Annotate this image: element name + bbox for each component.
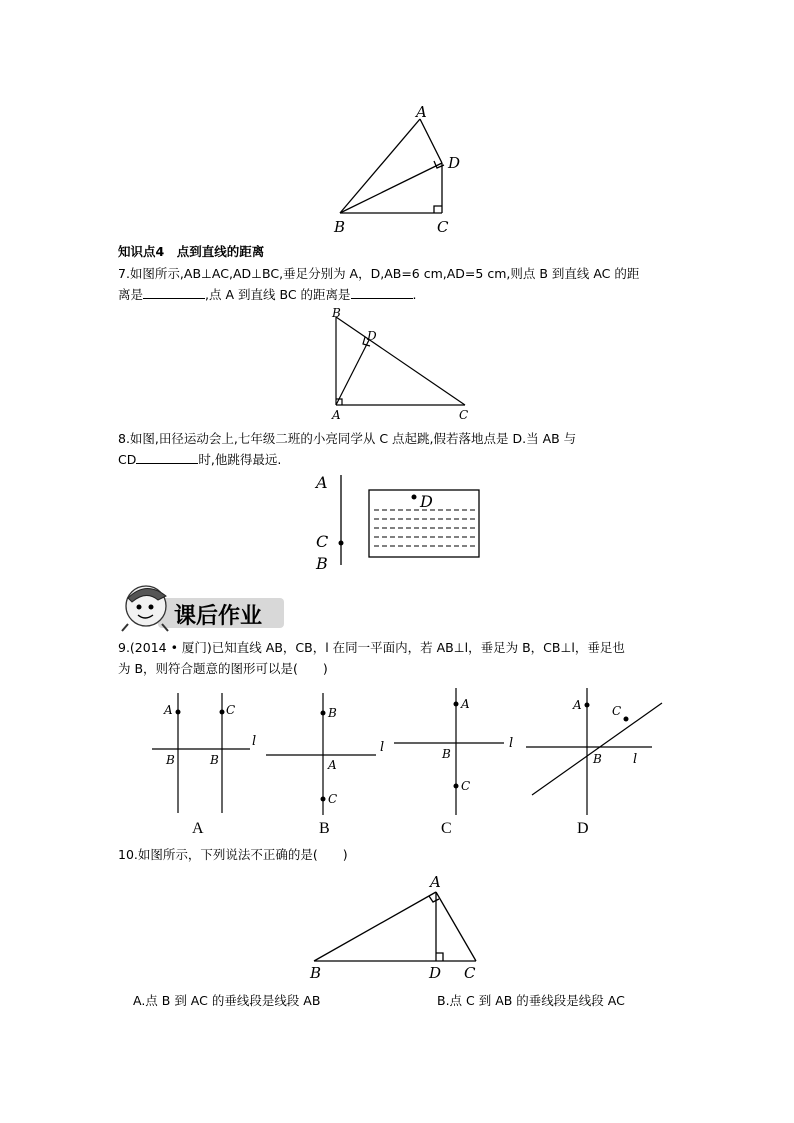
section-heading: 知识点4 点到直线的距离 bbox=[118, 244, 265, 259]
q10-choice-b[interactable]: B.点 C 到 AB 的垂线段是线段 AC bbox=[437, 993, 625, 1008]
q8-text-2b: 时,他跳得最远. bbox=[198, 452, 282, 467]
q8-line2 bbox=[118, 451, 281, 469]
q7-line2 bbox=[118, 286, 417, 304]
fig9b-label-c: C bbox=[328, 792, 338, 806]
homework-badge-text: 课后作业 bbox=[174, 604, 263, 629]
fig7-label-c: C bbox=[459, 408, 469, 422]
q7-text-2c: . bbox=[412, 287, 417, 302]
fig10-label-a: A bbox=[430, 873, 441, 891]
fig8-label-c: C bbox=[316, 532, 329, 551]
fig9c-label-l: l bbox=[509, 736, 514, 751]
fig9d-label-l: l bbox=[633, 752, 638, 767]
q9-line2: 为 B，则符合题意的图形可以是( ) bbox=[118, 661, 328, 676]
q9-option-d[interactable]: D bbox=[577, 820, 589, 837]
fig8-label-b: B bbox=[316, 554, 328, 573]
fig9a-label-c: C bbox=[226, 703, 236, 717]
fig7-label-d: D bbox=[367, 329, 377, 343]
fig9a-label-l: l bbox=[252, 734, 257, 749]
fig9d-label-b: B bbox=[593, 752, 602, 766]
fig9c-label-c: C bbox=[461, 779, 471, 793]
fig9c-label-b: B bbox=[442, 747, 451, 761]
q8-line1: 8.如图,田径运动会上,七年级二班的小亮同学从 C 点起跳,假若落地点是 D.当 AB 与 bbox=[118, 431, 577, 446]
fig9a-label-b2: B bbox=[210, 753, 219, 767]
figure-q10 bbox=[300, 868, 490, 983]
q7-text-1: 7.如图所示,AB⊥AC,AD⊥BC,垂足分别为 A，D,AB=6 cm,AD=5 cm,则点 B 到直线 AC 的距 bbox=[118, 266, 640, 281]
q7-blank-1[interactable] bbox=[143, 286, 205, 299]
fig9d-label-a: A bbox=[573, 698, 582, 712]
fig7-label-b: B bbox=[332, 306, 341, 320]
fig1-label-a: A bbox=[416, 103, 427, 121]
q9-line1: 9.(2014 • 厦门)已知直线 AB，CB，l 在同一平面内，若 AB⊥l，垂足为 B，CB⊥l，垂足也 bbox=[118, 640, 625, 655]
fig9d-label-c: C bbox=[612, 704, 622, 718]
fig9b-label-a: A bbox=[328, 758, 337, 772]
fig9b-label-b: B bbox=[328, 706, 337, 720]
q9-option-a[interactable]: A bbox=[192, 820, 204, 837]
figure-q8 bbox=[310, 470, 490, 575]
fig1-label-d: D bbox=[448, 154, 461, 172]
q8-blank[interactable] bbox=[136, 451, 198, 464]
q9-option-b[interactable]: B bbox=[319, 820, 330, 837]
figure-q9 bbox=[140, 683, 700, 843]
q7-blank-2[interactable] bbox=[351, 286, 413, 299]
fig1-label-c: C bbox=[437, 218, 449, 236]
fig9b-label-l: l bbox=[380, 740, 385, 755]
fig10-label-c: C bbox=[464, 964, 476, 982]
figure-top-triangle bbox=[320, 95, 480, 240]
fig10-label-b: B bbox=[310, 964, 322, 982]
figure-q7 bbox=[325, 305, 475, 423]
fig9a-label-b1: B bbox=[166, 753, 175, 767]
fig9a-label-a: A bbox=[164, 703, 173, 717]
q8-text-2a: CD bbox=[118, 452, 137, 467]
fig9c-label-a: A bbox=[461, 697, 470, 711]
fig1-label-b: B bbox=[334, 218, 346, 236]
q10-choice-a[interactable]: A.点 B 到 AC 的垂线段是线段 AB bbox=[133, 993, 321, 1008]
fig10-label-d: D bbox=[429, 964, 442, 982]
q7-text-2b: ,点 A 到直线 BC 的距离是 bbox=[205, 287, 351, 302]
homework-badge bbox=[118, 578, 286, 633]
q7-line1 bbox=[118, 265, 639, 283]
q9-option-c[interactable]: C bbox=[441, 820, 452, 837]
q10-line1: 10.如图所示，下列说法不正确的是( ) bbox=[118, 847, 348, 862]
fig8-label-d: D bbox=[420, 492, 433, 511]
fig7-label-a: A bbox=[332, 408, 341, 422]
fig8-label-a: A bbox=[316, 473, 328, 492]
q7-text-2a: 离是 bbox=[118, 287, 144, 302]
